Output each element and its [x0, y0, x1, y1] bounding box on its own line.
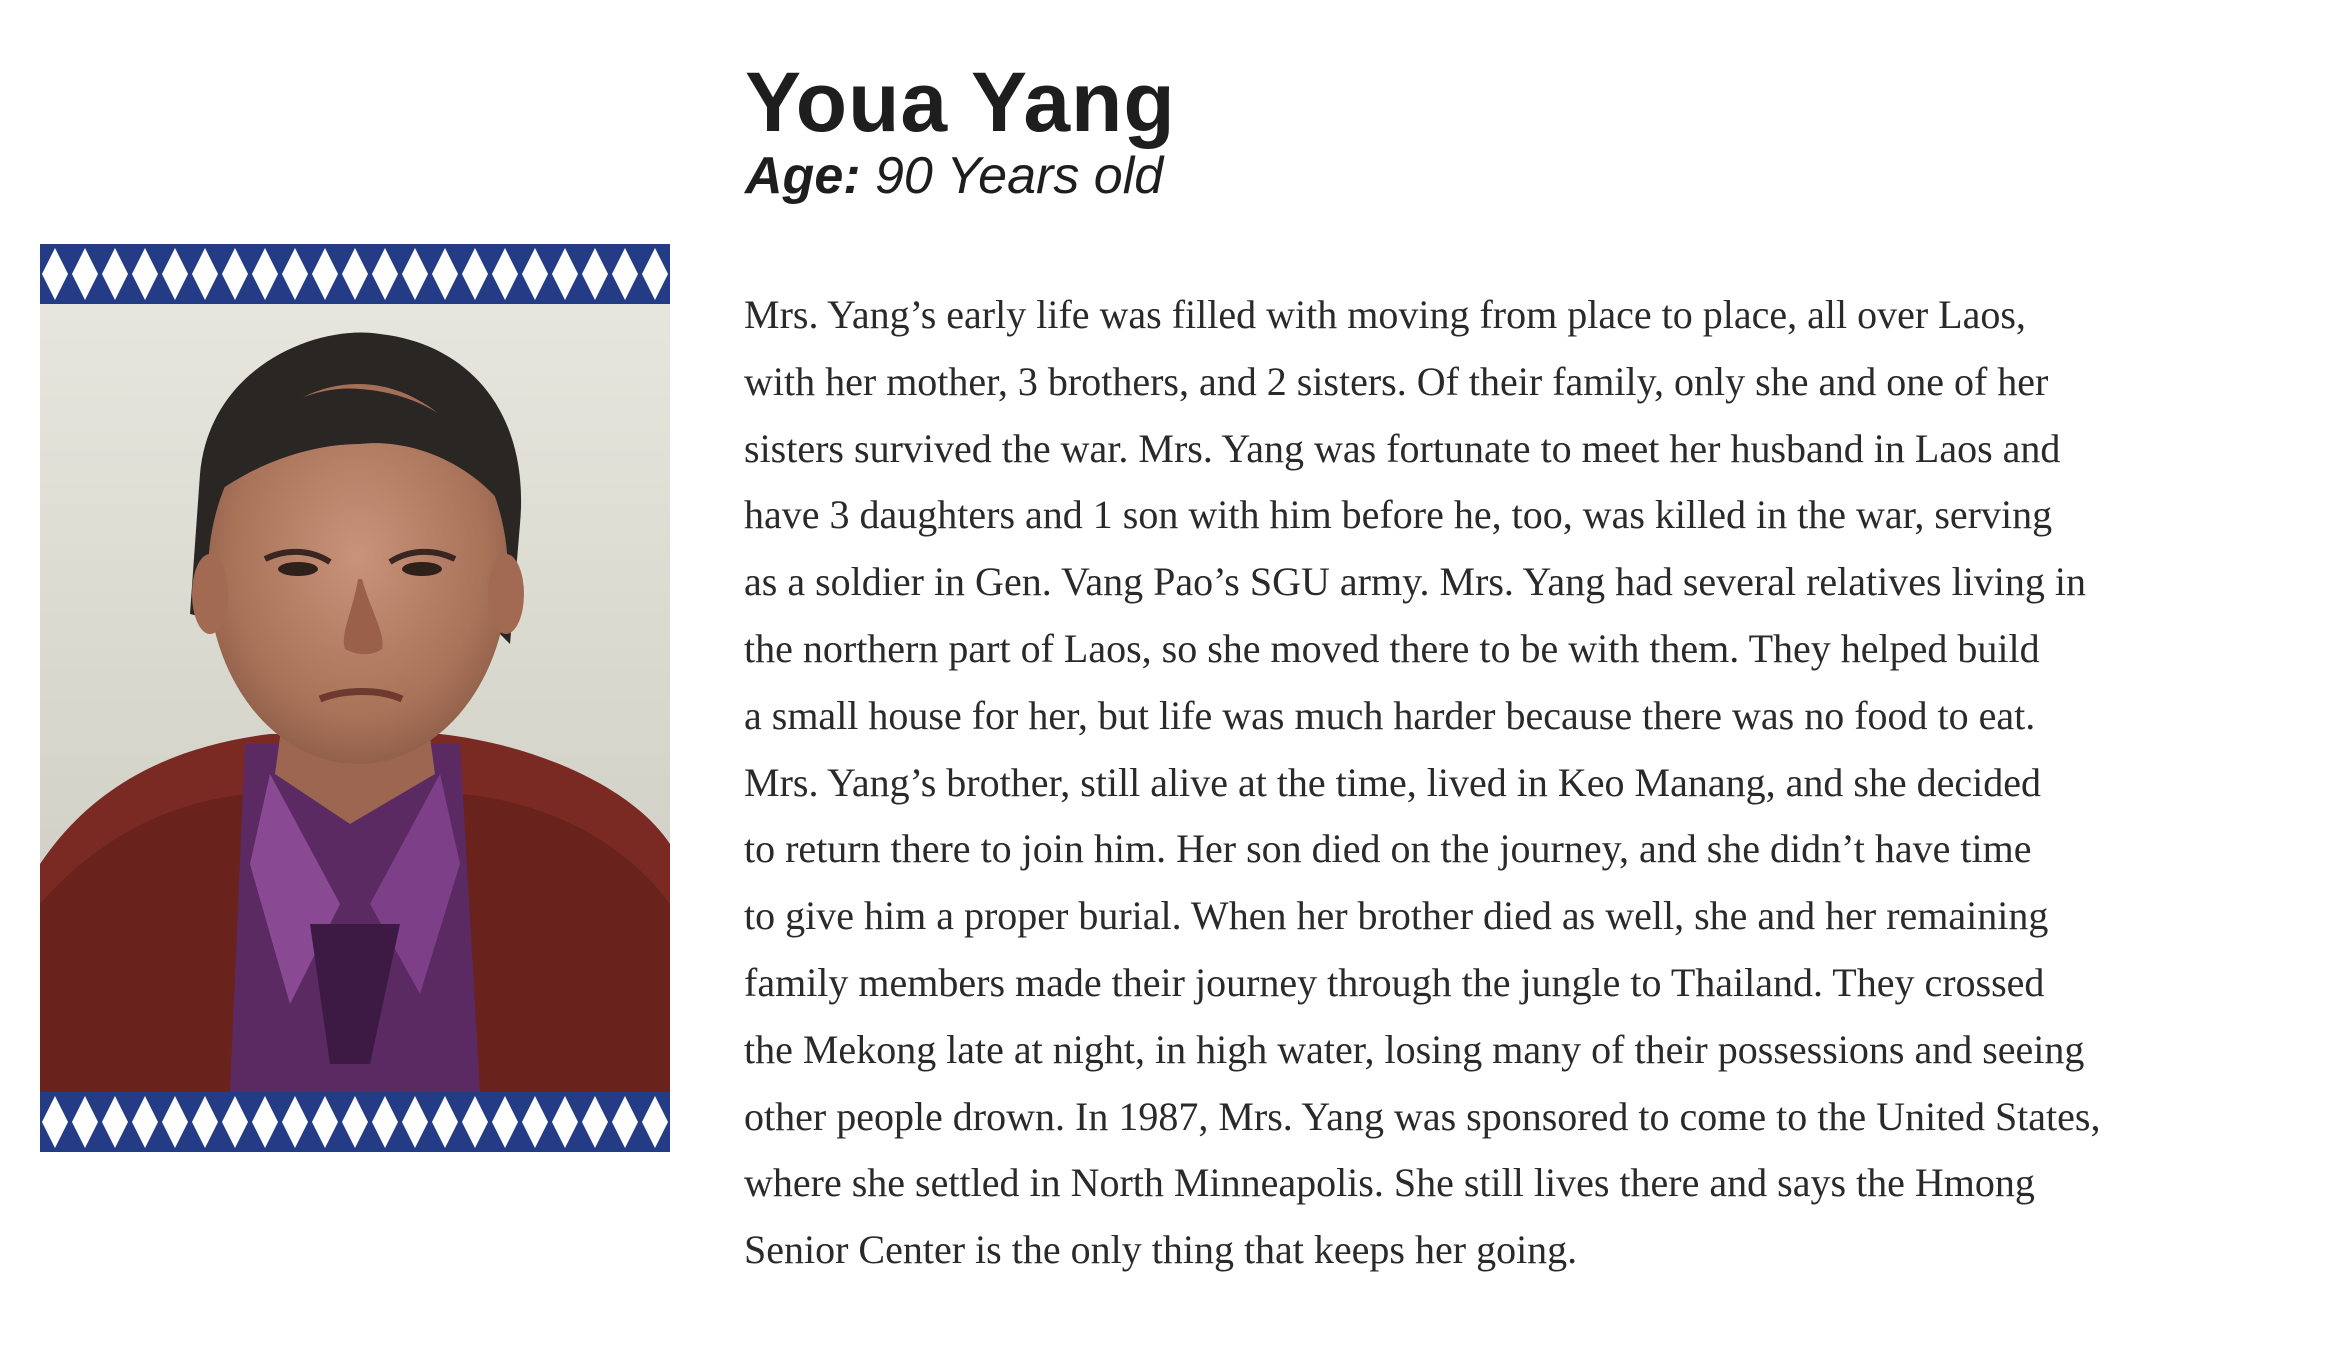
bio-line: Mrs. Yang’s brother, still alive at the time, lived in Keo Manang, and she decided [744, 759, 2042, 805]
bio-line: as a soldier in Gen. Vang Pao’s SGU army. Mrs. Yang had several relatives living in [744, 559, 2087, 605]
bio-line: a small house for her, but life was much harder because there was no food to eat. [744, 692, 2036, 738]
bio-line: have 3 daughters and 1 son with him before he, too, was killed in the war, serving [744, 492, 2053, 538]
bio-line: family members made their journey through the jungle to Thailand. They crossed [744, 959, 2045, 1005]
bio-line: with her mother, 3 brothers, and 2 sisters. Of their family, only she and one of her [744, 358, 2049, 404]
bio-line: to give him a proper burial. When her brother died as well, she and her remaining [744, 893, 2049, 939]
bio-line: Mrs. Yang’s early life was filled with moving from place to place, all over Laos, [744, 292, 2026, 337]
bio-line: the Mekong late at night, in high water, losing many of their possessions and seeing [744, 1026, 2085, 1072]
diamond-border-bottom [40, 1092, 670, 1152]
bio-line: other people drown. In 1987, Mrs. Yang was sponsored to come to the United States, [744, 1093, 2101, 1139]
bio-line: to return there to join him. Her son died on the journey, and she didn’t have time [744, 826, 2032, 872]
diamond-border-top [40, 244, 670, 304]
person-name: Youa Yang [745, 55, 1176, 149]
portrait-frame [40, 244, 670, 1152]
bio-line: Senior Center is the only thing that keeps her going. [744, 1227, 1578, 1273]
biography-text [744, 282, 2304, 1284]
age-value: 90 Years old [875, 147, 1164, 205]
bio-line: where she settled in North Minneapolis. She still lives there and says the Hmong [744, 1160, 2035, 1206]
age-line [745, 144, 1163, 208]
bio-line: the northern part of Laos, so she moved there to be with them. They helped build [744, 625, 2040, 671]
bio-line: sisters survived the war. Mrs. Yang was fortunate to meet her husband in Laos and [744, 425, 2061, 471]
portrait-photo [40, 304, 670, 1092]
age-label: Age: [745, 147, 861, 205]
